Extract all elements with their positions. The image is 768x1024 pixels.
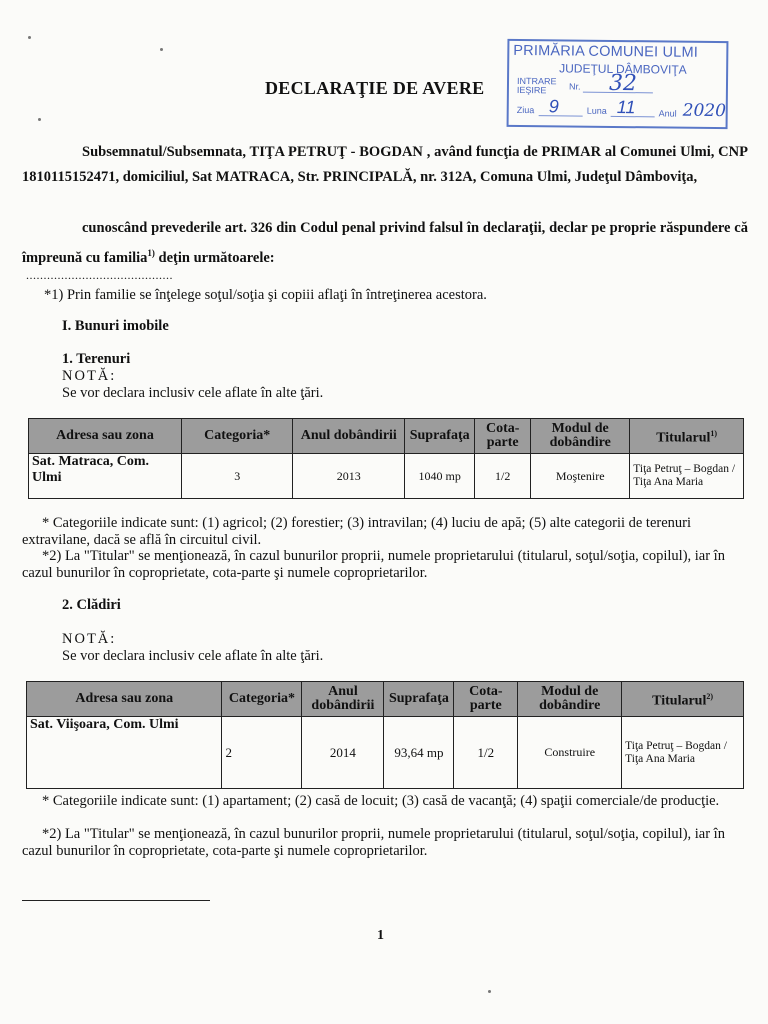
header-modul: Modul de dobândire: [518, 682, 622, 717]
terenuri-titular-note: *2) La "Titular" se menţionează, în cazul bunurilor proprii, numele proprietarului (titularul, soţul/soţia, copilul), iar în cazul bunurilor în coproprietate, cota-parte şi numele coproprietarilor.: [22, 548, 725, 581]
stamp-institution: PRIMĂRIA COMUNEI ULMI: [513, 42, 699, 61]
cell-suprafata: 1040 mp: [405, 454, 475, 499]
footnote-separator-dots: ..........................................: [26, 268, 173, 282]
declaration-footnote-ref: 1): [147, 248, 155, 258]
stamp-anul-label: Anul: [658, 108, 677, 119]
terenuri-categories-note: * Categoriile indicate sunt: (1) agricol; (2) forestier; (3) intravilan; (4) luciu de apă; (5) alte categorii de terenuri extravilane, dacă se află în circuitul civil.: [22, 515, 692, 548]
stamp-intrare: INTRARE: [516, 75, 557, 87]
terenuri-header-row: [29, 419, 744, 454]
cladiri-nota-label: NOTĂ:: [62, 631, 117, 647]
scan-speck: [488, 990, 491, 993]
cladiri-nota-text: Se vor declara inclusiv cele aflate în alte ţări.: [62, 648, 324, 664]
header-suprafata: Suprafaţa: [384, 682, 454, 717]
cell-adresa: Sat. Viişoara, Com. Ulmi: [27, 717, 222, 789]
cladiri-header-row: [27, 682, 744, 717]
header-categoria: Categoria*: [222, 682, 302, 717]
header-titular: [622, 682, 744, 717]
cell-modul: Moştenire: [531, 454, 630, 499]
header-titular-ref: 2): [706, 691, 714, 701]
section-title-imobile: I. Bunuri imobile: [62, 318, 169, 334]
table-row: [27, 717, 744, 789]
cell-suprafata: 93,64 mp: [384, 717, 454, 789]
table-row: [29, 454, 744, 499]
cell-cota: 1/2: [454, 717, 518, 789]
cladiri-table: [26, 681, 744, 789]
stamp-ziua-value: 9: [548, 96, 559, 117]
terenuri-nota-text: Se vor declara inclusiv cele aflate în alte ţări.: [62, 385, 324, 401]
stamp-direction: [517, 77, 557, 95]
cladiri-heading: 2. Clădiri: [62, 597, 121, 613]
scan-speck: [38, 118, 41, 121]
header-anul: Anul dobândirii: [302, 682, 384, 717]
scan-speck: [160, 48, 163, 51]
header-cota: Cota-parte: [454, 682, 518, 717]
page-number: 1: [377, 928, 384, 943]
terenuri-table: [28, 418, 744, 499]
header-titular-ref: 1): [710, 428, 718, 438]
cell-cota: 1/2: [475, 454, 531, 499]
cell-anul: 2013: [293, 454, 405, 499]
header-titular-text: Titularul: [656, 430, 711, 446]
declaration-text: [22, 216, 748, 271]
cell-modul: Construire: [518, 717, 622, 789]
stamp-county: JUDEŢUL DÂMBOVIŢA: [559, 61, 687, 77]
stamp-luna-label: Luna: [586, 105, 607, 116]
stamp-iesire: IEŞIRE: [516, 84, 547, 96]
header-cota: Cota-parte: [475, 419, 531, 454]
cell-anul: 2014: [302, 717, 384, 789]
stamp-anul-value: 2020: [682, 100, 727, 122]
cladiri-categories-note: * Categoriile indicate sunt: (1) apartament; (2) casă de locuit; (3) casă de vacanţă; (4) spaţii comerciale/de producţie.: [42, 793, 720, 809]
cladiri-titular-note: *2) La "Titular" se menţionează, în cazul bunurilor proprii, numele proprietarului (titularul, soţul/soţia, copilul), iar în cazul bunurilor în coproprietate, cota-parte şi numele coproprietarilor.: [22, 826, 725, 859]
header-adresa: Adresa sau zona: [27, 682, 222, 717]
cell-adresa: Sat. Matraca, Com. Ulmi: [29, 454, 182, 499]
terenuri-heading: 1. Terenuri: [62, 351, 131, 367]
header-modul: Modul de dobândire: [531, 419, 630, 454]
header-anul: Anul dobândirii: [293, 419, 405, 454]
declaration-text-main: cunoscând prevederile art. 326 din Codul penal privind falsul în declaraţii, declar pe proprie răspundere că împreună cu familia: [22, 220, 748, 266]
scan-speck: [28, 36, 31, 39]
header-titular: [630, 419, 744, 454]
declarant-paragraph: [22, 140, 748, 190]
cell-titular: Tiţa Petruţ – Bogdan / Tiţa Ana Maria: [630, 454, 744, 499]
registration-stamp: [507, 39, 729, 129]
cell-categoria: 3: [181, 454, 293, 499]
cell-titular: Tiţa Petruţ – Bogdan / Tiţa Ana Maria: [622, 717, 744, 789]
header-categoria: Categoria*: [181, 419, 293, 454]
terenuri-nota-label: NOTĂ:: [62, 368, 117, 384]
stamp-nr-label: Nr.: [568, 81, 581, 92]
stamp-nr-value: 32: [608, 70, 638, 97]
document-title: DECLARAŢIE DE AVERE: [265, 78, 485, 98]
cell-categoria: 2: [222, 717, 302, 789]
footer-divider: [22, 900, 210, 901]
declaration-paragraph: [22, 216, 748, 271]
declarant-text: Subsemnatul/Subsemnata, TIŢA PETRUŢ - BOGDAN , având funcţia de PRIMAR al Comunei Ulmi, CNP 1810115152471, domiciliul, Sat MATRACA, Str. PRINCIPALĂ, nr. 312A, Comuna Ulmi, Judeţul Dâmboviţa,: [22, 144, 748, 185]
header-titular-text: Titularul: [652, 693, 707, 709]
stamp-ziua-label: Ziua: [516, 104, 535, 116]
header-adresa: Adresa sau zona: [29, 419, 182, 454]
declaration-text-end: deţin următoarele:: [154, 249, 275, 266]
stamp-luna-value: 11: [616, 96, 636, 118]
header-suprafata: Suprafaţa: [405, 419, 475, 454]
family-footnote: *1) Prin familie se înţelege soţul/soţia şi copiii aflaţi în întreţinerea acestora.: [44, 287, 487, 303]
